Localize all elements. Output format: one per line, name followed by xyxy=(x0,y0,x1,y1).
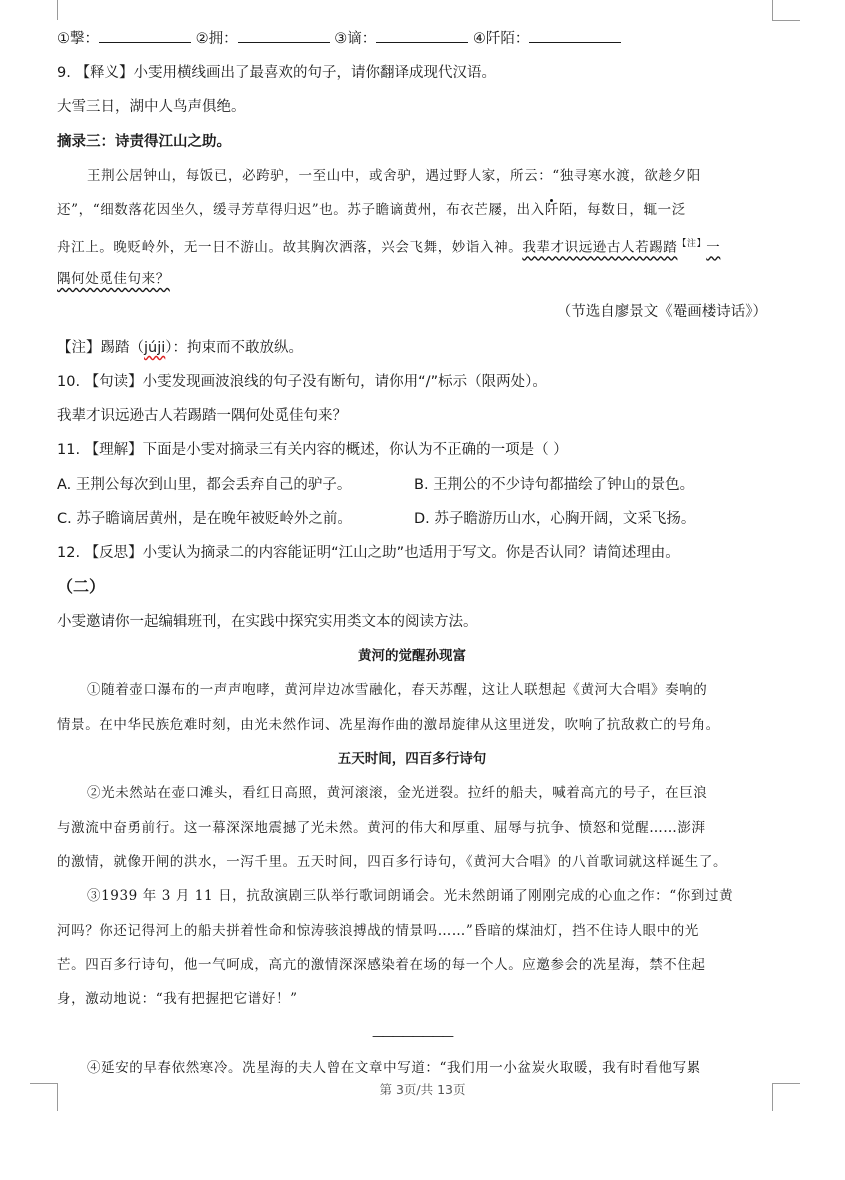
article-title: 黄河的觉醒孙现富 xyxy=(358,648,466,664)
subtitle-answer-blank[interactable]: ———————— xyxy=(372,1029,452,1043)
question-number: 9. xyxy=(57,65,71,81)
article-p3-line-3: 芒。四百多行诗句，他一气呵成，高亢的激情深深感染着在场的每一个人。应邀参会的冼星海，禁不住起 xyxy=(57,957,706,973)
excerpt-3-para-line-3 xyxy=(57,233,767,259)
option-label: D. xyxy=(414,511,430,527)
note-text: ）：拘束而不敢放纵。 xyxy=(165,340,304,356)
wavy-underlined-sentence: 隅何处觅佳句来？ xyxy=(57,271,170,287)
option-d[interactable] xyxy=(414,508,695,530)
option-a[interactable] xyxy=(57,474,351,496)
note-pinyin: júji xyxy=(144,340,166,356)
question-tag: 【理解】 xyxy=(84,442,143,458)
option-c[interactable] xyxy=(57,508,352,530)
option-b[interactable] xyxy=(414,474,694,496)
question-tag: 【释义】 xyxy=(75,65,134,81)
crop-mark-top-right-h xyxy=(772,20,800,21)
question-9-sentence: 大雪三日，湖中人鸟声俱绝。 xyxy=(57,99,246,115)
section-intro: 小雯邀请你一起编辑班刊，在实践中探究实用类文本的阅读方法。 xyxy=(57,614,478,630)
option-text: 王荆公每次到山里，都会丢弃自己的驴子。 xyxy=(75,477,352,493)
excerpt-text: 陌，每数日，辄一泛 xyxy=(558,202,686,218)
excerpt-text: 王荆公居钟山，每饭已，必跨驴，一至山中，或舍驴，遇过野人家，所云：“独寻寒水渡，欲趁夕阳 xyxy=(87,168,701,184)
excerpt-3-para-line-2 xyxy=(57,199,767,221)
excerpt-3-para-line-1 xyxy=(57,165,767,187)
article-p1-line-2: 情景。在中华民族危难时刻，由光未然作词、冼星海作曲的激昂旋律从这里迸发，吹响了抗敌救亡的号角。 xyxy=(57,717,720,733)
question-12 xyxy=(57,542,767,564)
excerpt-3-para-line-4 xyxy=(57,268,767,290)
option-text: 王荆公的不少诗句都描绘了钟山的景色。 xyxy=(433,477,695,493)
answer-blank-4[interactable] xyxy=(529,28,621,43)
article-p2-line-2: 与激流中奋勇前行。这一幕深深地震撼了光未然。黄河的伟大和厚重、屈辱与抗争、愤怒和觉醒……澎湃 xyxy=(57,820,706,836)
emphasis-dot-char: 阡 xyxy=(544,202,559,218)
question-10-sentence: 我辈才识远逊古人若踢踏一隅何处觅佳句来？ xyxy=(57,408,347,424)
option-text: 苏子瞻游历山水，心胸开阔，文采飞扬。 xyxy=(434,511,696,527)
section-heading: （二） xyxy=(57,577,106,596)
question-text: 小雯发现画波浪线的句子没有断句，请你用“/”标示（限两处）。 xyxy=(142,374,547,390)
article-p3-line-4: 身，激动地说：“我有把握把它谱好！” xyxy=(57,991,298,1007)
vocab-item-4: ④阡陌： xyxy=(472,31,530,47)
excerpt-3-title: 摘录三：诗责得江山之助。 xyxy=(57,133,231,150)
question-tag: 【句读】 xyxy=(84,374,143,390)
answer-blank-2[interactable] xyxy=(238,28,330,43)
excerpt-text: 舟江上。晚贬岭外，无一日不游山。故其胸次洒落，兴会飞舞，妙诣入神。 xyxy=(57,239,523,256)
question-text: 小雯认为摘录二的内容能证明“江山之助”也适用于写文。你是否认同？请简述理由。 xyxy=(142,545,680,561)
note-tag: 【注】 xyxy=(57,340,101,356)
footnote-marker: 【注】 xyxy=(677,239,707,249)
option-label: C. xyxy=(57,511,72,527)
vocab-item-1: ①撃： xyxy=(57,31,99,47)
question-10 xyxy=(57,371,767,393)
note-word: 踢踏（ xyxy=(100,340,144,356)
question-text: 小雯用横线画出了最喜欢的句子，请你翻译成现代汉语。 xyxy=(133,65,496,81)
question-number: 11. xyxy=(57,442,81,458)
article-p2-line-1: ②光未然站在壶口滩头，看红日高照，黄河滚滚，金光迸裂。拉纤的船夫，喊着高亢的号子，在巨浪 xyxy=(87,785,708,801)
question-number: 12. xyxy=(57,545,81,561)
page-number: 第 3页/共 13页 xyxy=(379,1082,466,1097)
vocab-item-3: ③谪： xyxy=(334,31,377,47)
answer-blank-1[interactable] xyxy=(99,28,191,43)
excerpt-3-source: （节选自廖景文《罨画楼诗话》） xyxy=(556,304,767,320)
vocab-item-2: ②拥： xyxy=(195,31,238,47)
vocab-blanks-row xyxy=(57,28,767,50)
footnote xyxy=(57,337,767,359)
option-label: B. xyxy=(414,477,429,493)
answer-blank-3[interactable] xyxy=(376,28,468,43)
wavy-underlined-sentence: 我辈才识远逊古人若踢踏 xyxy=(522,239,678,256)
article-subtitle: 五天时间，四百多行诗句 xyxy=(337,751,487,767)
article-p3-line-2: 河吗？你还记得河上的船夫拼着性命和惊涛骇浪搏战的情景吗……”昏暗的煤油灯，挡不住诗人眼中的光 xyxy=(57,923,699,939)
option-text: 苏子瞻谪居黄州，是在晚年被贬岭外之前。 xyxy=(76,511,352,527)
question-9 xyxy=(57,62,767,84)
option-label: A. xyxy=(57,477,72,493)
article-p2-line-3: 的激情，就像开闸的洪水，一泻千里。五天时间，四百多行诗句，《黄河大合唱》的八首歌词就这样诞生了。 xyxy=(57,854,728,870)
question-tag: 【反思】 xyxy=(84,545,143,561)
article-p3-line-1: ③1939 年 3 月 11 日，抗敌演剧三队举行歌词朗诵会。光未然朗诵了刚刚完成的心血之作：“你到过黄 xyxy=(87,888,734,904)
crop-mark-top-left xyxy=(57,0,58,20)
excerpt-text: 还”，“细数落花因坐久，缓寻芳草得归迟”也。苏子瞻谪黄州，布衣芒屦，出入 xyxy=(57,202,545,218)
crop-mark-top-right-v xyxy=(772,0,773,20)
question-text: 下面是小雯对摘录三有关内容的概述，你认为不正确的一项是（ ） xyxy=(142,442,568,458)
article-p4-line-1: ④延安的早春依然寒冷。冼星海的夫人曾在文章中写道：“我们用一小盆炭火取暖，我有时看他写累 xyxy=(87,1060,701,1076)
article-p1-line-1: ①随着壶口瀑布的一声声咆哮，黄河岸边冰雪融化，春天苏醒，这让人联想起《黄河大合唱》奏响的 xyxy=(87,682,708,698)
question-number: 10. xyxy=(57,374,81,390)
question-11 xyxy=(57,439,767,461)
wavy-underlined-sentence: 一 xyxy=(706,239,721,256)
